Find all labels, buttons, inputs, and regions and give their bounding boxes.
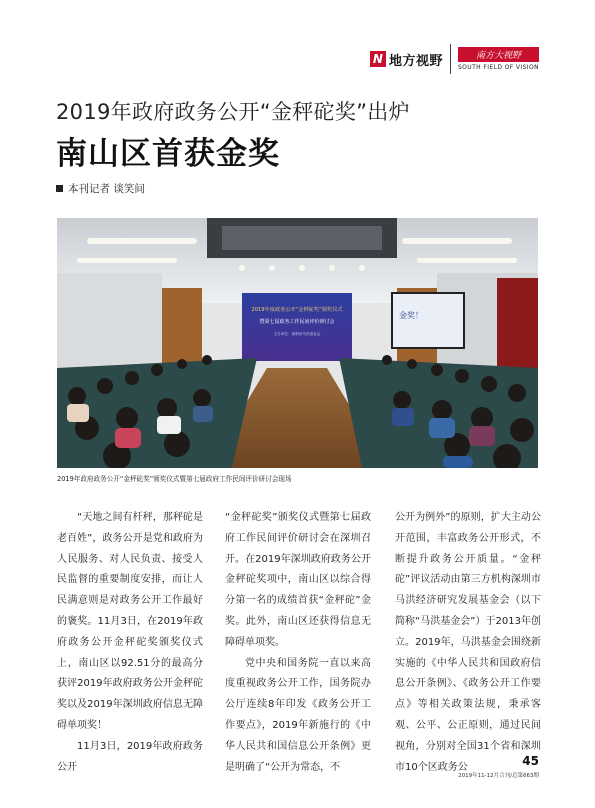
page-number: 45	[522, 754, 539, 768]
body-column-2	[225, 508, 371, 778]
magazine-section-brand	[370, 44, 539, 74]
byline-text: 本刊记者 谈笑间	[68, 183, 145, 195]
byline	[56, 181, 145, 196]
byline-square-icon	[56, 185, 63, 192]
publication-name-chip: 南方大视野	[458, 47, 539, 62]
body-paragraph: 11月3日，2019年政府政务公开	[57, 740, 203, 773]
publication-english-name: SOUTH FIELD OF VISION	[457, 64, 539, 71]
publication-logo	[451, 44, 539, 74]
issue-info: 2019年11-12月合刊/总第663期	[458, 773, 539, 779]
section-logo-icon: N	[370, 51, 386, 67]
body-paragraph: “天地之间有杆秤，那秤砣是老百姓”，政务公开是党和政府为人民服务、对人民负责、接受人民监督的重要制度安排，而让人民满意则是对政务公开工作最好的褒奖。11月3日，在2019年政府政务公开金秤砣奖颁奖仪式上，南山区以92.51分的最高分获评2019年政府政务公开金秤砣奖以及2019年深圳政府信息无障碍单项奖！	[57, 512, 203, 731]
side-screen-text: 金奖！	[399, 311, 423, 320]
event-photo	[57, 218, 538, 468]
stage-banner-line2: 暨第七届政务工作民间评价研讨会	[259, 319, 335, 325]
body-paragraph: “金秤砣奖”颁奖仪式暨第七届政府工作民间评价研讨会在深圳召开。在2019年深圳政府政务公开金秤砣奖项中，南山区以综合得分第一名的成绩首获“金秤砣”金奖。此外，南山区还获得信息无障碍单项奖。	[225, 512, 371, 648]
body-column-1	[57, 508, 203, 778]
article-subheadline: 南山区首获金奖	[56, 136, 280, 172]
photo-caption: 2019年政府政务公开“金秤砣奖”颁奖仪式暨第七届政府工作民间评价研讨会现场	[57, 475, 292, 483]
body-paragraph: 党中央和国务院一直以来高度重视政务公开工作，国务院办公厅连续8年印发《政务公开工作要点》，2019年新施行的《中华人民共和国信息公开条例》更是明确了“公开为常态，不	[225, 657, 371, 773]
section-label	[370, 44, 451, 74]
stage-banner-line1: 2019年度政务公开“金秤砣奖”颁奖仪式	[251, 307, 343, 313]
stage-banner-line3: 主办单位：深圳市马洪基金会	[273, 332, 321, 336]
article-headline: 2019年政府政务公开“金秤砣奖”出炉	[56, 100, 410, 124]
body-column-3	[395, 508, 541, 778]
section-title: 地方视野	[388, 53, 443, 69]
body-paragraph: 公开为例外”的原则，扩大主动公开范围，丰富政务公开形式，不断提升政务公开质量。“金秤砣”评议活动由第三方机构深圳市马洪经济研究发展基金会（以下简称“马洪基金会”）于2013年创立。2019年，马洪基金会围绕新实施的《中华人民共和国政府信息公开条例》、《政务公开工作要点》等相关政策法规，秉承客观、公平、公正原则，通过民间视角，分别对全国31个省和深圳市10个区政务公	[395, 512, 541, 773]
